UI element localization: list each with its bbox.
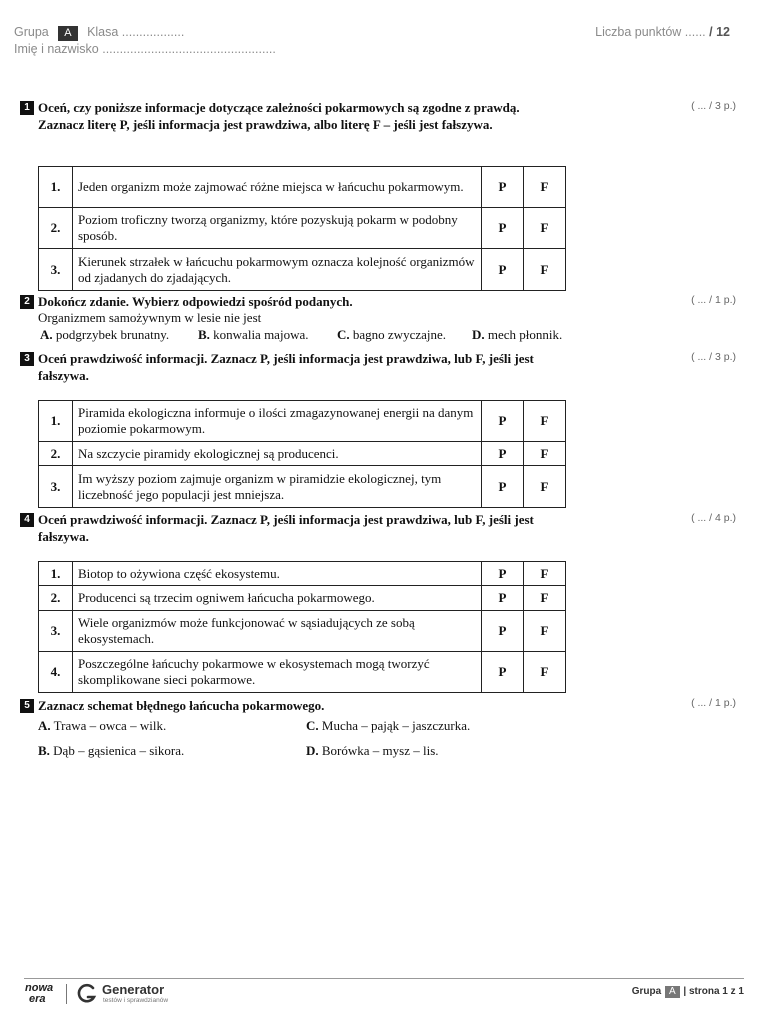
footer-group-label: Grupa	[631, 986, 662, 997]
table-row	[39, 208, 566, 249]
task-2-points: ( ... / 1 p.)	[691, 294, 736, 306]
row-statement: Poszczególne łańcuchy pokarmowe w ekosystemach mogą tworzyć skomplikowane sieci pokarmowe.	[73, 652, 482, 693]
task-2-option-b[interactable]	[198, 327, 308, 343]
generator-subtitle: testów i sprawdzianów	[103, 997, 169, 1004]
table-row	[39, 586, 566, 611]
points-max: / 12	[709, 25, 730, 39]
task-5-option-a[interactable]	[38, 718, 166, 734]
row-statement: Kierunek strzałek w łańcuchu pokarmowym oznacza kolejność organizmów od zjadanych do zjadających.	[73, 249, 482, 291]
row-number: 4.	[39, 652, 73, 693]
row-statement: Im wyższy poziom zajmuje organizm w piramidzie ekologicznej, tym liczebność jego populacji jest mniejsza.	[73, 466, 482, 508]
row-number: 3.	[39, 611, 73, 652]
true-option[interactable]: P	[482, 611, 524, 652]
option-text: Mucha – pająk – jaszczurka.	[321, 718, 471, 733]
task-3-question: Oceń prawdziwość informacji. Zaznacz P, jeśli informacja jest prawdziwa, lub F, jeśli jest fałszywa.	[38, 351, 534, 383]
false-option[interactable]: F	[524, 208, 566, 249]
table-row	[39, 401, 566, 442]
footer-group-badge: A	[665, 986, 680, 998]
true-option[interactable]: P	[482, 167, 524, 208]
header-group-line	[14, 25, 184, 41]
task-5-points: ( ... / 1 p.)	[691, 697, 736, 709]
task-3-table	[38, 400, 566, 508]
false-option[interactable]: F	[524, 442, 566, 466]
option-letter: C.	[306, 718, 319, 733]
task-4-table	[38, 561, 566, 693]
option-text: mech płonnik.	[487, 327, 563, 342]
false-option[interactable]: F	[524, 652, 566, 693]
task-4-number: 4	[20, 513, 34, 527]
task-2-option-c[interactable]	[337, 327, 446, 343]
task-5-option-c[interactable]	[306, 718, 470, 734]
false-option[interactable]: F	[524, 466, 566, 508]
group-label: Grupa	[14, 25, 49, 39]
task-2-option-d[interactable]	[472, 327, 562, 343]
option-letter: D.	[472, 327, 485, 342]
option-text: Borówka – mysz – lis.	[321, 743, 439, 758]
true-option[interactable]: P	[482, 652, 524, 693]
points-label: Liczba punktów ......	[595, 25, 706, 39]
true-option[interactable]: P	[482, 562, 524, 586]
table-row	[39, 249, 566, 291]
logo-separator	[66, 984, 67, 1004]
points-total	[595, 25, 730, 39]
table-row	[39, 652, 566, 693]
task-2-question: Dokończ zdanie. Wybierz odpowiedzi spośród podanych.	[38, 294, 353, 309]
option-text: bagno zwyczajne.	[352, 327, 447, 342]
row-statement: Jeden organizm może zajmować różne miejsca w łańcuchu pokarmowym.	[73, 167, 482, 208]
true-option[interactable]: P	[482, 208, 524, 249]
logo-top: nowa	[25, 982, 54, 994]
false-option[interactable]: F	[524, 586, 566, 611]
task-5-number: 5	[20, 699, 34, 713]
footer-page-label: | strona 1 z 1	[683, 986, 744, 997]
nowa-era-logo	[25, 983, 61, 1005]
task-3-points: ( ... / 3 p.)	[691, 351, 736, 363]
row-statement: Poziom troficzny tworzą organizmy, które pozyskują pokarm w podobny sposób.	[73, 208, 482, 249]
task-2-number: 2	[20, 295, 34, 309]
table-row	[39, 442, 566, 466]
row-number: 3.	[39, 249, 73, 291]
row-statement: Wiele organizmów może funkcjonować w sąsiadujących ze sobą ekosystemach.	[73, 611, 482, 652]
task-1-points: ( ... / 3 p.)	[691, 100, 736, 112]
false-option[interactable]: F	[524, 249, 566, 291]
option-text: Dąb – gąsienica – sikora.	[53, 743, 185, 758]
row-number: 2.	[39, 586, 73, 611]
logo-bottom: era	[29, 993, 46, 1005]
option-letter: C.	[337, 327, 350, 342]
row-number: 1.	[39, 401, 73, 442]
row-statement: Piramida ekologiczna informuje o ilości zmagazynowanej energii na danym poziomie pokarmowym.	[73, 401, 482, 442]
option-letter: B.	[198, 327, 210, 342]
option-letter: A.	[38, 718, 51, 733]
task-5-question: Zaznacz schemat błędnego łańcucha pokarmowego.	[38, 698, 325, 713]
class-label: Klasa ..................	[87, 25, 185, 39]
true-option[interactable]: P	[482, 586, 524, 611]
row-number: 2.	[39, 208, 73, 249]
task-4-question: Oceń prawdziwość informacji. Zaznacz P, jeśli informacja jest prawdziwa, lub F, jeśli jest fałszywa.	[38, 512, 534, 544]
row-number: 1.	[39, 167, 73, 208]
footer-page-info	[632, 986, 744, 998]
row-number: 2.	[39, 442, 73, 466]
false-option[interactable]: F	[524, 611, 566, 652]
footer-divider	[24, 978, 744, 979]
task-1-question: Oceń, czy poniższe informacje dotyczące zależności pokarmowych są zgodne z prawdą. Zaznacz literę P, jeśli informacja jest prawdziwa, albo literę F – jeśli jest fałszywa.	[38, 100, 520, 132]
table-row	[39, 167, 566, 208]
row-statement: Na szczycie piramidy ekologicznej są producenci.	[73, 442, 482, 466]
option-letter: D.	[306, 743, 319, 758]
task-5-option-d[interactable]	[306, 743, 439, 759]
task-3-number: 3	[20, 352, 34, 366]
task-2-option-a[interactable]	[40, 327, 169, 343]
option-text: Trawa – owca – wilk.	[53, 718, 167, 733]
task-1-table	[38, 166, 566, 291]
task-4-points: ( ... / 4 p.)	[691, 512, 736, 524]
option-text: konwalia majowa.	[213, 327, 309, 342]
table-row	[39, 562, 566, 586]
generator-title: Generator	[102, 982, 165, 997]
true-option[interactable]: P	[482, 401, 524, 442]
row-statement: Biotop to ożywiona część ekosystemu.	[73, 562, 482, 586]
option-text: podgrzybek brunatny.	[55, 327, 170, 342]
task-2-stem: Organizmem samożywnym w lesie nie jest	[38, 310, 262, 325]
table-row	[39, 466, 566, 508]
table-row	[39, 611, 566, 652]
option-letter: A.	[40, 327, 53, 342]
row-statement: Producenci są trzecim ogniwem łańcucha pokarmowego.	[73, 586, 482, 611]
false-option[interactable]: F	[524, 167, 566, 208]
false-option[interactable]: F	[524, 401, 566, 442]
task-1-number: 1	[20, 101, 34, 115]
row-number: 3.	[39, 466, 73, 508]
true-option[interactable]: P	[482, 466, 524, 508]
row-number: 1.	[39, 562, 73, 586]
true-option[interactable]: P	[482, 249, 524, 291]
generator-logo-icon	[76, 983, 98, 1005]
task-5-option-b[interactable]	[38, 743, 184, 759]
true-option[interactable]: P	[482, 442, 524, 466]
group-badge: A	[58, 26, 77, 41]
false-option[interactable]: F	[524, 562, 566, 586]
name-line: Imię i nazwisko ..................................................	[14, 42, 276, 56]
option-letter: B.	[38, 743, 50, 758]
